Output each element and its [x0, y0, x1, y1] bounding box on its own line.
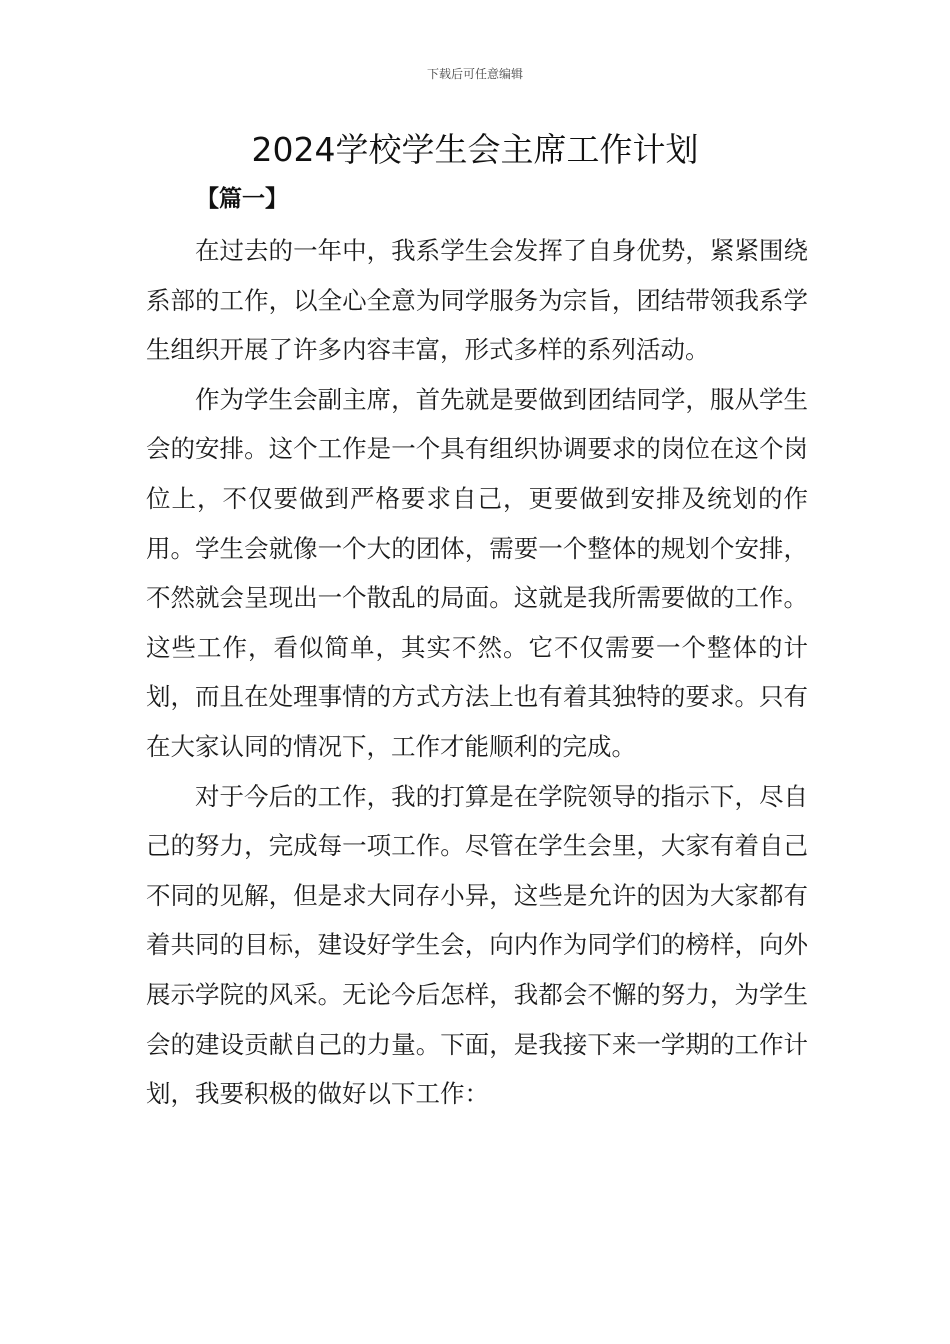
- paragraph-3: 对于今后的工作，我的打算是在学院领导的指示下，尽自己的努力，完成每一项工作。尽管在学生会里，大家有着自己不同的见解，但是求大同存小异，这些是允许的因为大家都有着共同的目标，建设好学生会，向内作为同学们的榜样，向外展示学院的风采。无论今后怎样，我都会不懈的努力，为学生会的建设贡献自己的力量。下面，是我接下来一学期的工作计划，我要积极的做好以下工作：: [146, 781, 808, 1109]
- paragraph-1: 在过去的一年中，我系学生会发挥了自身优势，紧紧围绕系部的工作，以全心全意为同学服务为宗旨，团结带领我系学生组织开展了许多内容丰富，形式多样的系列活动。: [146, 236, 808, 365]
- section-label: 【篇一】: [196, 186, 288, 212]
- paragraph-2: 作为学生会副主席，首先就是要做到团结同学，服从学生会的安排。这个工作是一个具有组织协调要求的岗位在这个岗位上，不仅要做到严格要求自己，更要做到安排及统划的作用。学生会就像一个大的团体，需要一个整体的规划个安排，不然就会呈现出一个散乱的局面。这就是我所需要做的工作。这些工作，看似简单，其实不然。它不仅需要一个整体的计划，而且在处理事情的方式方法上也有着其独特的要求。只有在大家认同的情况下，工作才能顺利的完成。: [146, 384, 808, 761]
- header-note: 下载后可任意编辑: [426, 67, 523, 81]
- page-title: 2024学校学生会主席工作计划: [251, 130, 699, 169]
- document-body: [146, 226, 808, 1119]
